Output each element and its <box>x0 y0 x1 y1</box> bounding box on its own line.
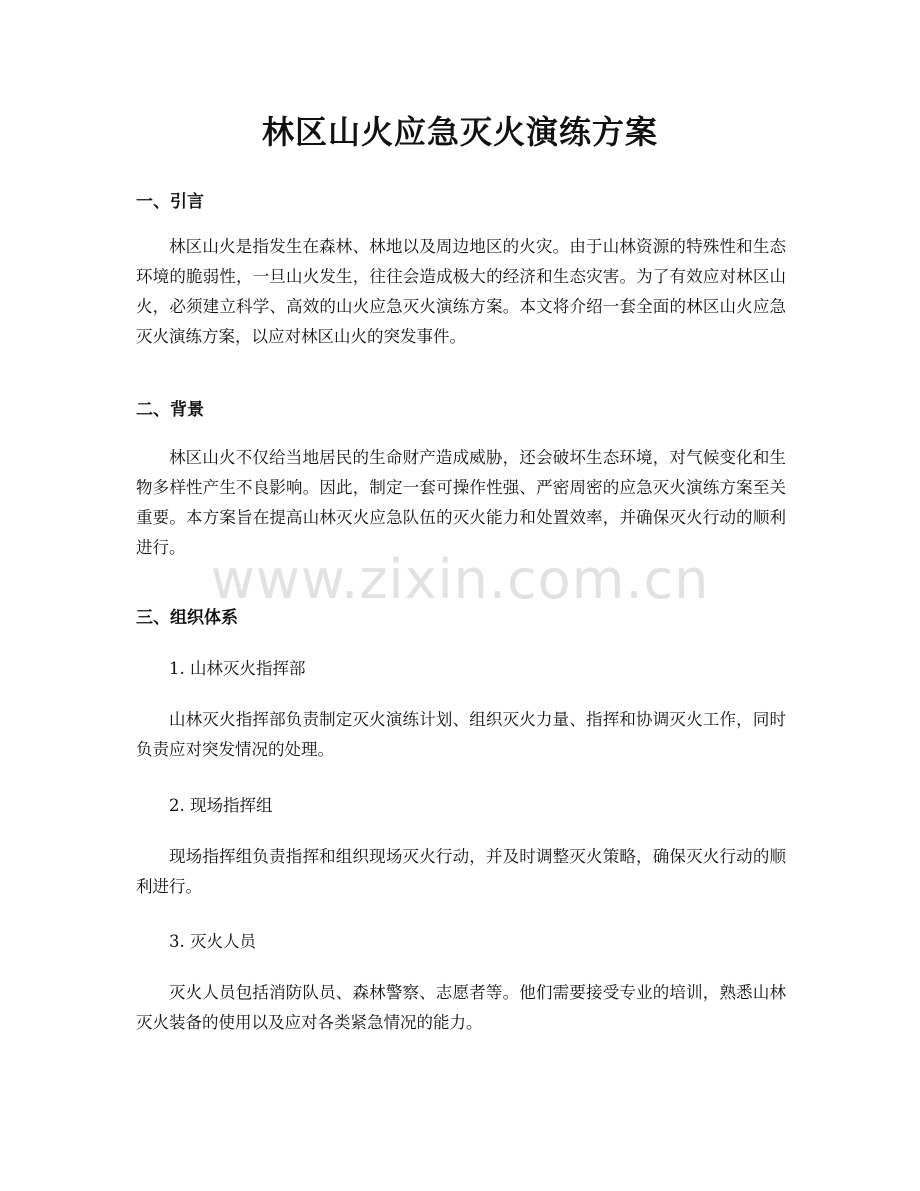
section-heading-introduction: 一、引言 <box>136 192 204 212</box>
introduction-paragraph: 林区山火是指发生在森林、林地以及周边地区的火灾。由于山林资源的特殊性和生态环境的脆弱性，一旦山火发生，往往会造成极大的经济和生态灾害。为了有效应对林区山火，必须建立科学、高效的山火应急灭火演练方案。本文将介绍一套全面的林区山火应急灭火演练方案，以应对林区山火的突发事件。 <box>136 237 786 346</box>
item-label-firefighters: 3. 灭火人员 <box>169 932 256 951</box>
section-heading-organization: 三、组织体系 <box>136 608 238 628</box>
document-title: 林区山火应急灭火演练方案 <box>261 113 658 151</box>
item-paragraph-firefighters: 灭火人员包括消防队员、森林警察、志愿者等。他们需要接受专业的培训，熟悉山林灭火装备的使用以及应对各类紧急情况的能力。 <box>136 983 786 1032</box>
watermark: www.zixin.com.cn <box>210 548 710 611</box>
item-label-command-headquarters: 1. 山林灭火指挥部 <box>169 659 306 678</box>
section-heading-background: 二、背景 <box>136 400 204 420</box>
item-paragraph-command-headquarters: 山林灭火指挥部负责制定灭火演练计划、组织灭火力量、指挥和协调灭火工作，同时负责应对突发情况的处理。 <box>136 710 786 759</box>
item-paragraph-field-command-group: 现场指挥组负责指挥和组织现场灭火行动，并及时调整灭火策略，确保灭火行动的顺利进行。 <box>136 847 786 896</box>
background-paragraph: 林区山火不仅给当地居民的生命财产造成威胁，还会破坏生态环境，对气候变化和生物多样性产生不良影响。因此，制定一套可操作性强、严密周密的应急灭火演练方案至关重要。本方案旨在提高山林灭火应急队伍的灭火能力和处置效率，并确保灭火行动的顺利进行。 <box>136 448 786 557</box>
item-label-field-command-group: 2. 现场指挥组 <box>169 796 273 815</box>
